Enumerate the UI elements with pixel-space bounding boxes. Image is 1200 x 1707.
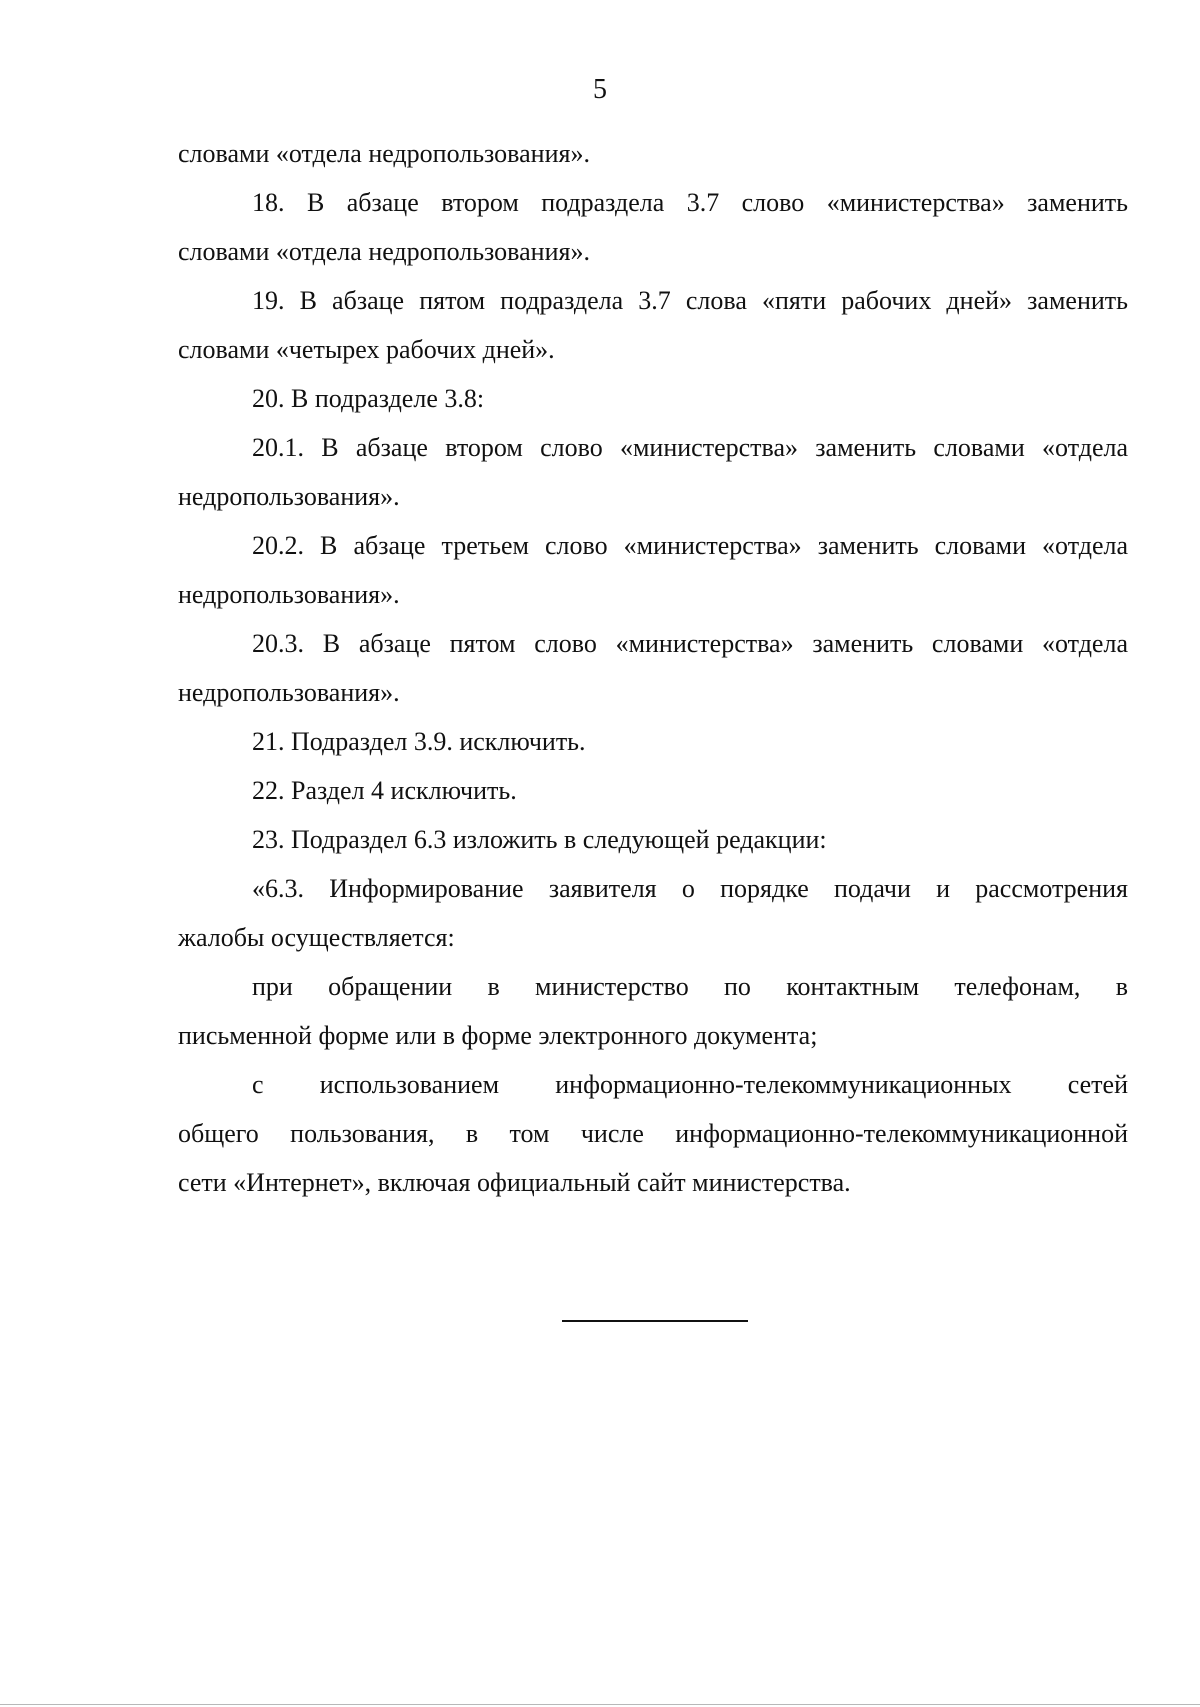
text-line: словами «четырех рабочих дней». bbox=[178, 335, 555, 364]
text-line: 20.2. В абзаце третьем слово «министерства» заменить словами «отдела bbox=[252, 531, 1128, 560]
text-line: «6.3. Информирование заявителя о порядке подачи и рассмотрения bbox=[252, 874, 1128, 903]
scan-bottom-edge bbox=[0, 1704, 1200, 1705]
text-line: при обращении в министерство по контактным телефонам, в bbox=[252, 972, 1128, 1001]
text-line: 20.1. В абзаце втором слово «министерства» заменить словами «отдела bbox=[252, 433, 1128, 462]
text-line: с использованием информационно-телекоммуникационных сетей bbox=[252, 1070, 1128, 1099]
text-line: 20.3. В абзаце пятом слово «министерства» заменить словами «отдела bbox=[252, 629, 1128, 658]
text-line: 21. Подраздел 3.9. исключить. bbox=[252, 727, 586, 756]
text-line: 23. Подраздел 6.3 изложить в следующей редакции: bbox=[252, 825, 827, 854]
text-line: сети «Интернет», включая официальный сайт министерства. bbox=[178, 1168, 851, 1197]
end-of-text-rule bbox=[562, 1320, 748, 1322]
document-body bbox=[178, 129, 1128, 1207]
text-line: словами «отдела недропользования». bbox=[178, 237, 590, 266]
text-line: недропользования». bbox=[178, 678, 400, 707]
text-line: недропользования». bbox=[178, 580, 400, 609]
page-number: 5 bbox=[593, 74, 607, 105]
text-line: жалобы осуществляется: bbox=[178, 923, 455, 952]
text-line: 22. Раздел 4 исключить. bbox=[252, 776, 517, 805]
text-line: общего пользования, в том числе информационно-телекоммуникационной bbox=[178, 1119, 1128, 1148]
text-line: недропользования». bbox=[178, 482, 400, 511]
text-line: 18. В абзаце втором подраздела 3.7 слово «министерства» заменить bbox=[252, 188, 1128, 217]
text-line: словами «отдела недропользования». bbox=[178, 139, 590, 168]
text-line: письменной форме или в форме электронного документа; bbox=[178, 1021, 818, 1050]
text-line: 19. В абзаце пятом подраздела 3.7 слова «пяти рабочих дней» заменить bbox=[252, 286, 1128, 315]
text-line: 20. В подразделе 3.8: bbox=[252, 384, 485, 413]
